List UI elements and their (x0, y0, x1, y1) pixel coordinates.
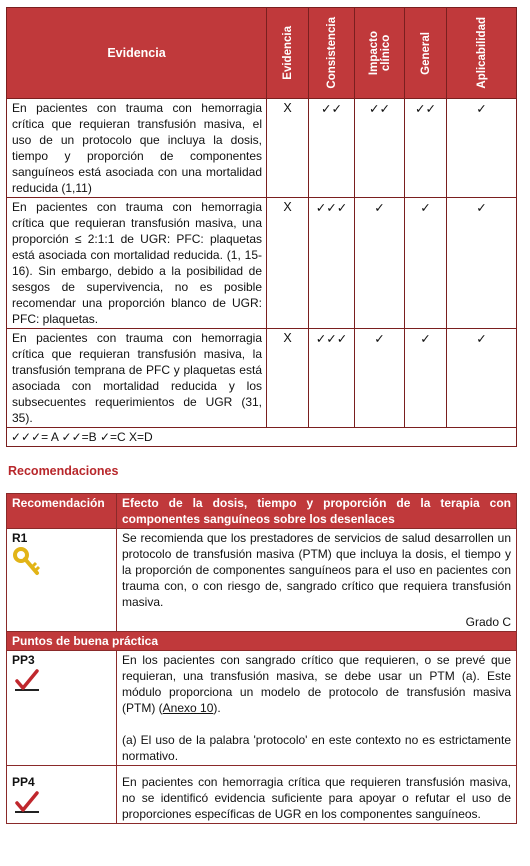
checkmark-icon (12, 790, 42, 818)
recommendation-row (7, 651, 517, 766)
r1-code-cell (7, 529, 117, 632)
good-practice-header-row (7, 632, 517, 651)
rating-cell: ✓ (447, 329, 517, 428)
table-row (7, 329, 517, 428)
rating-cell: X (267, 329, 309, 428)
pp3-text: En los pacientes con sangrado crítico que requieren, o se prevé que requieran, una transfusión masiva, se debe usar un PTM (a). Este módulo proporciona un modelo de protocolo de transfusión masiva (PTM) (Anexo 10). (122, 653, 511, 715)
table-row (7, 99, 517, 198)
evidence-table (6, 7, 517, 447)
rating-cell: X (267, 99, 309, 198)
evidence-header-row (7, 8, 517, 99)
rating-cell: ✓✓ (309, 99, 355, 198)
rating-cell: ✓✓✓ (309, 329, 355, 428)
r1-body (117, 529, 517, 632)
pp3-code-cell (7, 651, 117, 766)
recommendation-row (7, 529, 517, 632)
rating-cell: X (267, 198, 309, 329)
recommendation-table (6, 493, 517, 824)
rec-header-right: Efecto de la dosis, tiempo y proporción de la terapia con componentes sanguíneos sobre los desenlaces (117, 494, 517, 529)
col-header-evidencia: Evidencia (267, 8, 309, 99)
key-icon (12, 546, 42, 578)
rating-cell: ✓ (405, 198, 447, 329)
pp4-code: PP4 (12, 775, 35, 789)
rating-cell: ✓ (405, 329, 447, 428)
col-header-aplicabilidad: Aplicabilidad (447, 8, 517, 99)
evidence-header: Evidencia (7, 8, 267, 99)
rating-cell: ✓✓ (405, 99, 447, 198)
table-row (7, 198, 517, 329)
section-title: Recomendaciones (8, 464, 119, 478)
rating-cell: ✓✓ (355, 99, 405, 198)
rating-cell: ✓ (355, 198, 405, 329)
rating-cell: ✓ (447, 198, 517, 329)
pp4-text: En pacientes con hemorragia crítica que requieren transfusión masiva, no se identificó evidencia suficiente para apoyar o refutar el uso de proporciones específicas de UGR en los componentes sanguíneos. (122, 775, 511, 821)
annex-link[interactable]: Anexo 10 (162, 701, 214, 715)
r1-text: Se recomienda que los prestadores de servicios de salud desarrollen un protocolo de transfusión masiva (PTM) que incluya la dosis, el tiempo y la proporción de componentes sanguíneos para el uso en pacientes con trauma con, o con riesgo de, sangrado crítico que requiera transfusión masiva. (122, 531, 511, 609)
col-header-consistencia: Consistencia (309, 8, 355, 99)
rating-cell: ✓ (355, 329, 405, 428)
pp4-code-cell (7, 766, 117, 824)
pp4-body (117, 766, 517, 824)
pp3-note: (a) El uso de la palabra 'protocolo' en este contexto no es estrictamente normativo. (122, 733, 511, 763)
evidence-statement: En pacientes con trauma con hemorragia crítica que requieran transfusión masiva, una proporción ≤ 2:1:1 de UGR: PFC: plaquetas está asociada con mortalidad reducida. (1, 15-16). Sin embargo, debido a la posibilidad de sesgos de supervivencia, no es posible recomendar una proporción blanco de UGR: PFC: plaquetas. (7, 198, 267, 329)
col-header-impacto: Impacto clínico (355, 8, 405, 99)
col-header-general: General (405, 8, 447, 99)
pp3-code: PP3 (12, 653, 35, 667)
pp3-body (117, 651, 517, 766)
evidence-statement: En pacientes con trauma con hemorragia crítica que requieran transfusión masiva, la transfusión temprana de PFC y plaquetas está asociada con mortalidad reducida y los subsecuentes requerimientos de UGR (31, 35). (7, 329, 267, 428)
rec-header-row (7, 494, 517, 529)
evidence-statement: En pacientes con trauma con hemorragia crítica que requieran transfusión masiva, el uso de un protocolo que incluya la dosis, tiempo y proporción de componentes sanguíneos está asociada con una mortalidad reducida (1,11) (7, 99, 267, 198)
grade-key-row (7, 428, 517, 447)
grade-key: ✓✓✓= A ✓✓=B ✓=C X=D (7, 428, 517, 447)
recommendation-row (7, 766, 517, 824)
r1-grade: Grado C (465, 615, 511, 629)
checkmark-icon (12, 668, 42, 696)
r1-code: R1 (12, 531, 28, 545)
rating-cell: ✓ (447, 99, 517, 198)
rating-cell: ✓✓✓ (309, 198, 355, 329)
rec-header-left: Recomendación (7, 494, 117, 529)
good-practice-title: Puntos de buena práctica (7, 632, 517, 651)
